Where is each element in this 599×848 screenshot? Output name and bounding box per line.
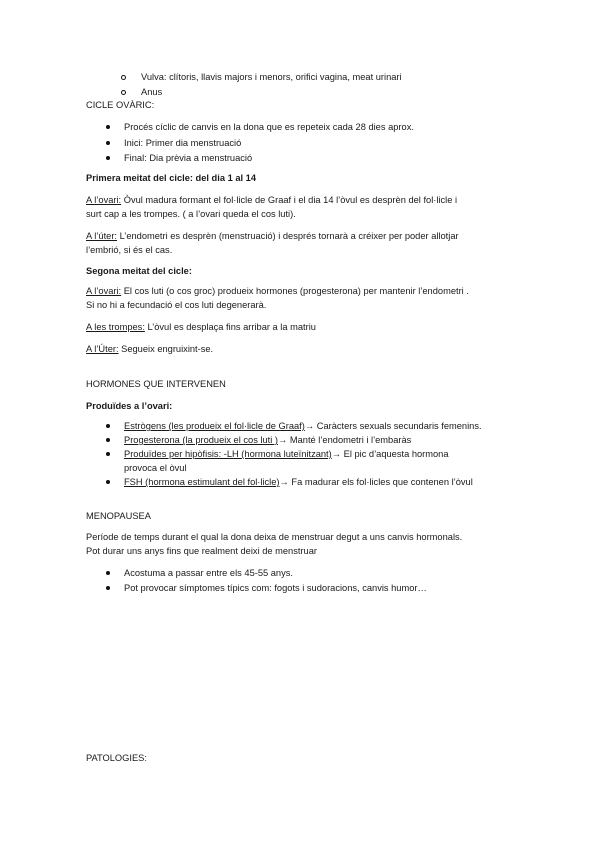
sublist-bullet <box>121 90 126 95</box>
list-item: Vulva: clítoris, llavis majors i menors, orifici vagina, meat urinari <box>141 72 402 82</box>
tubes-text: L’òvul es desplaça fins arribar a la matriu <box>144 322 316 332</box>
list-item: Pot provocar símptomes típics com: fogots i sudoracions, canvis humor… <box>124 583 427 593</box>
bullet <box>106 125 110 129</box>
hormone-text: Caràcters sexuals secundaris femenins. <box>314 421 482 431</box>
paragraph-line <box>86 194 457 206</box>
uterus-label: A l’Úter: <box>86 344 119 354</box>
second-half-title: Segona meitat del cicle: <box>86 266 192 276</box>
list-item-continuation: provoca el òvul <box>124 463 187 473</box>
paragraph-line: surt cap a les trompes. ( a l’ovari queda el cos luti). <box>86 209 296 219</box>
arrow-icon: → <box>278 435 288 445</box>
list-item <box>124 434 411 446</box>
hormones-subheading: Produïdes a l’ovari: <box>86 401 173 411</box>
bullet <box>106 438 110 442</box>
ovary-label: A l’ovari: <box>86 286 122 296</box>
section-heading-cycle: CICLE OVÀRIC: <box>86 100 155 110</box>
first-half-title: Primera meitat del cicle: del dia 1 al 14 <box>86 173 257 183</box>
uterus-text: L’endometri es desprèn (menstruació) i després tornarà a créixer per poder allotjar <box>117 231 459 241</box>
paragraph-line <box>86 285 469 297</box>
paragraph-line <box>86 343 213 355</box>
bullet <box>106 452 110 456</box>
hormone-label: Produïdes per hipòfisis: -LH (hormona luteïnitzant) <box>124 449 332 459</box>
hormone-text: El pic d’aquesta hormona <box>341 449 449 459</box>
ovary-label: A l’ovari: <box>86 195 122 205</box>
arrow-icon: → <box>279 477 289 487</box>
bullet <box>106 156 110 160</box>
paragraph-line: Pot durar uns anys fins que realment deixi de menstruar <box>86 546 317 556</box>
section-heading-hormones: HORMONES QUE INTERVENEN <box>86 379 226 389</box>
sublist-bullet <box>121 75 126 80</box>
ovary-text: Òvul madura formant el fol·licle de Graaf i el dia 14 l’òvul es desprèn del fol·licle i <box>121 195 458 205</box>
list-item: Anus <box>141 87 163 97</box>
paragraph-line: l’embrió, si és el cas. <box>86 245 173 255</box>
paragraph-line <box>86 230 459 242</box>
hormone-text: Manté l’endometri i l’embaràs <box>287 435 412 445</box>
hormone-text: Fa madurar els fol·licles que contenen l’òvul <box>288 477 473 487</box>
arrow-icon: → <box>331 449 342 459</box>
hormone-label: FSH (hormona estimulant del fol·licle) <box>124 477 280 487</box>
uterus-label: A l’úter: <box>86 231 118 241</box>
bullet <box>106 586 110 590</box>
paragraph-line: Si no hi a fecundació el cos luti degenerarà. <box>86 300 267 310</box>
hormone-label: Progesterona (la produeix el cos luti ) <box>124 435 278 445</box>
paragraph-line <box>86 321 316 333</box>
list-item: Acostuma a passar entre els 45-55 anys. <box>124 568 293 578</box>
section-heading-menopause: MENOPAUSEA <box>86 511 151 521</box>
paragraph-line: Període de temps durant el qual la dona deixa de menstruar degut a uns canvis hormonals. <box>86 532 463 542</box>
bullet <box>106 141 110 145</box>
list-item <box>124 448 449 460</box>
bullet <box>106 571 110 575</box>
arrow-icon: → <box>304 421 315 431</box>
list-item <box>124 420 482 432</box>
list-item: Inici: Primer dia menstruació <box>124 138 242 148</box>
uterus-text: Segueix engruixint-se. <box>118 344 214 354</box>
list-item <box>124 476 473 488</box>
list-item: Final: Dia prèvia a menstruació <box>124 153 253 163</box>
list-item: Procés cíclic de canvis en la dona que es repeteix cada 28 dies aprox. <box>124 122 414 132</box>
ovary-text: El cos luti (o cos groc) produeix hormones (progesterona) per mantenir l’endometri . <box>121 286 469 296</box>
bullet <box>106 424 110 428</box>
tubes-label: A les trompes: <box>86 322 145 332</box>
bullet <box>106 480 110 484</box>
section-heading-pathologies: PATOLOGIES: <box>86 753 147 763</box>
hormone-label: Estrògens (les produeix el fol·licle de Graaf) <box>124 421 305 431</box>
